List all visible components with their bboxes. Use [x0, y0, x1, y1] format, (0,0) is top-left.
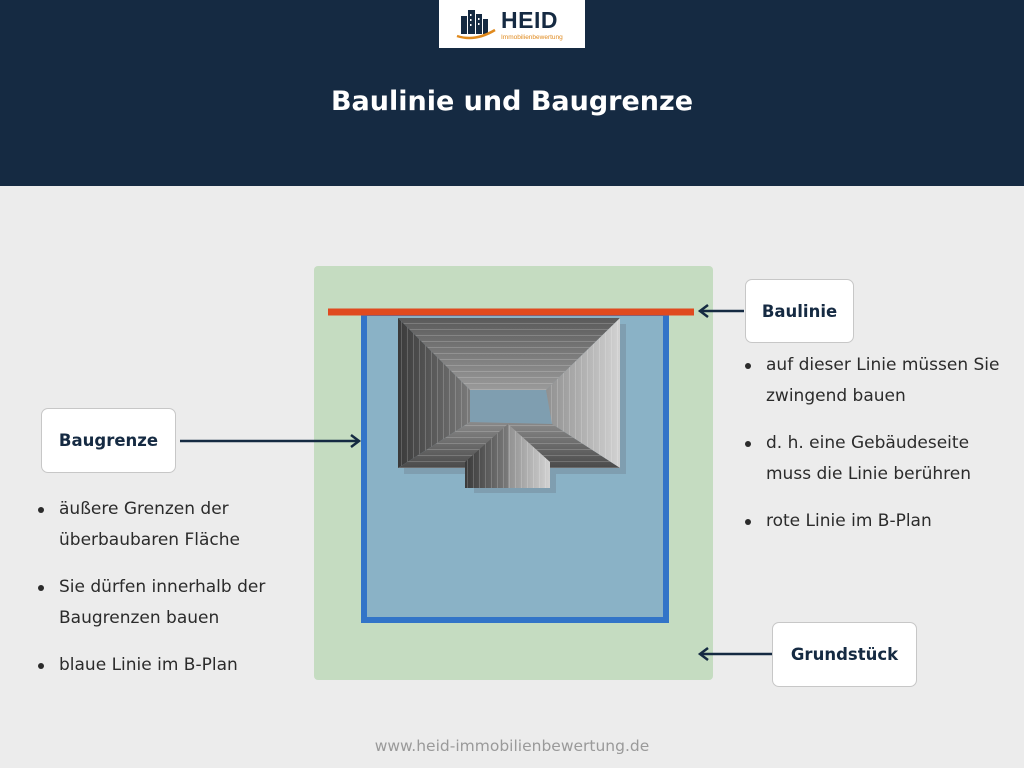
list-item: Sie dürfen innerhalb der Baugrenzen bauen [35, 572, 305, 634]
list-item: rote Linie im B-Plan [742, 506, 1012, 537]
list-item: auf dieser Linie müssen Sie zwingend bauen [742, 350, 1012, 412]
logo-tagline: Immobilienbewertung [501, 34, 563, 41]
label-grundstueck: Grundstück [772, 622, 917, 687]
list-item: äußere Grenzen der überbaubaren Fläche [35, 494, 305, 556]
page-title: Baulinie und Baugrenze [330, 86, 694, 117]
baugrenze-bullet-list [35, 494, 305, 697]
list-item: blaue Linie im B-Plan [35, 650, 305, 681]
footer-url: www.heid-immobilienbewertung.de [374, 737, 650, 755]
label-baulinie: Baulinie [745, 279, 854, 343]
arrow-baulinie-icon [700, 305, 744, 317]
logo-name: HEID [501, 7, 558, 33]
house-roof-icon [398, 318, 626, 493]
label-baugrenze: Baugrenze [41, 408, 176, 473]
baulinie-bullet-list [742, 350, 1012, 553]
list-item: d. h. eine Gebäudeseite muss die Linie berühren [742, 428, 1012, 490]
